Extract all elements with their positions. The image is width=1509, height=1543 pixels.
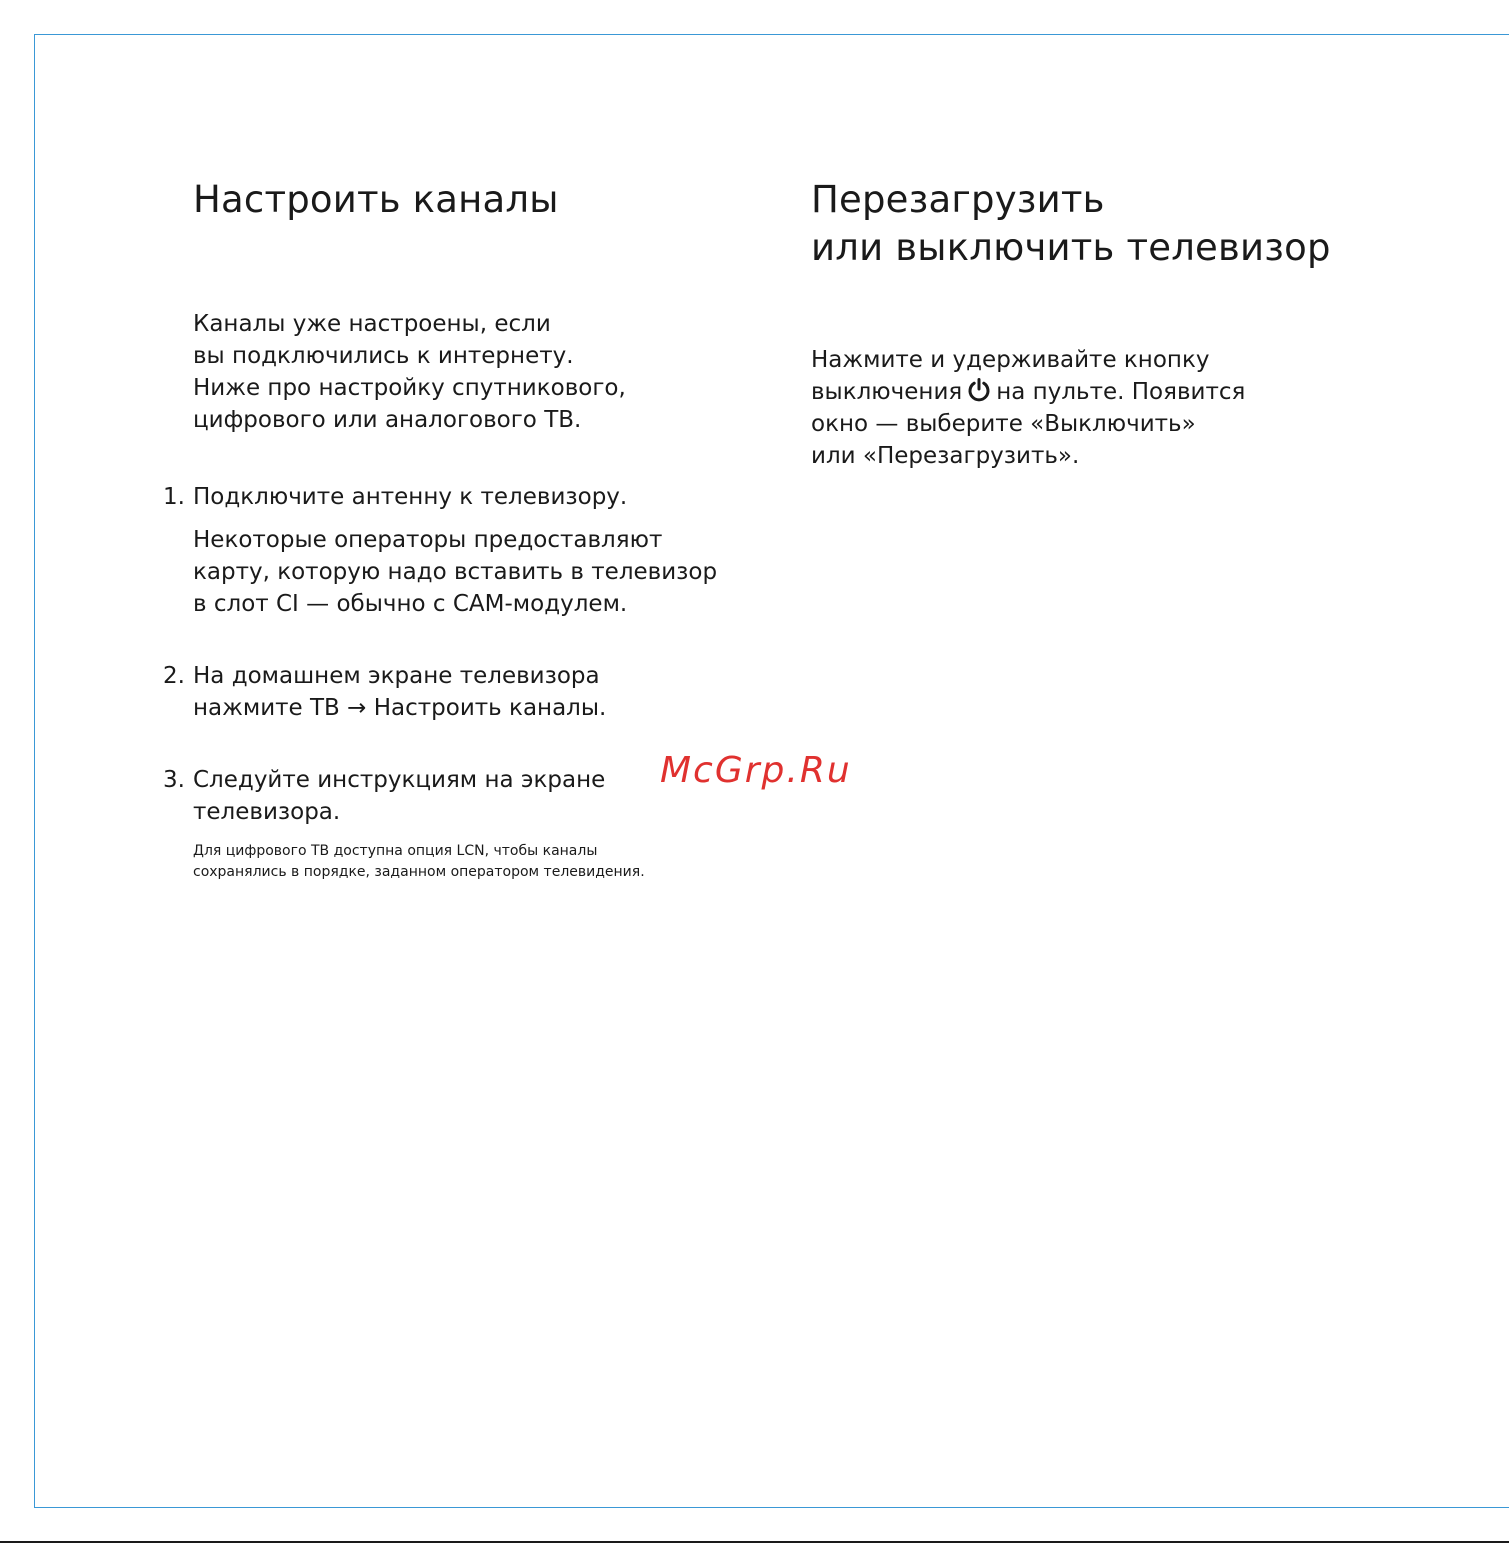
intro-line: Каналы уже настроены, если: [193, 311, 551, 337]
instruction-text: выключения: [811, 379, 963, 405]
intro-line: вы подключились к интернету.: [193, 343, 574, 369]
detail-line: карту, которую надо вставить в телевизор: [193, 559, 718, 585]
step-text: нажмите ТВ → Настроить каналы.: [193, 695, 607, 721]
note-line: Для цифрового ТВ доступна опция LCN, чтобы каналы: [193, 843, 598, 859]
detail-line: Некоторые операторы предоставляют: [193, 527, 663, 553]
step-text: На домашнем экране телевизора: [193, 663, 600, 689]
instruction-line: окно — выберите «Выключить»: [811, 411, 1196, 437]
step-1: [163, 481, 753, 620]
channels-title: Настроить каналы: [193, 178, 559, 221]
watermark-logo: McGrp.Ru: [660, 750, 852, 791]
channels-intro: [193, 308, 753, 436]
instruction-line: или «Перезагрузить».: [811, 443, 1080, 469]
intro-line: Ниже про настройку спутникового,: [193, 375, 626, 401]
step-2: [163, 660, 753, 724]
power-title: [811, 176, 1371, 272]
steps-list: [163, 481, 753, 883]
note-line: сохранялись в порядке, заданном оператором телевидения.: [193, 864, 645, 880]
instruction-line: [811, 376, 1371, 408]
step-text: телевизора.: [193, 799, 341, 825]
step-number: 2.: [163, 663, 185, 689]
step-1-detail: [193, 524, 753, 620]
detail-line: в слот CI — обычно с CAM-модулем.: [193, 591, 628, 617]
step-text: Подключите антенну к телевизору.: [193, 484, 628, 510]
power-title-line: или выключить телевизор: [811, 226, 1331, 269]
step-number: 1.: [163, 484, 185, 510]
step-number: 3.: [163, 767, 185, 793]
power-title-line: Перезагрузить: [811, 178, 1105, 221]
step-text: Следуйте инструкциям на экране: [193, 767, 606, 793]
instruction-line: Нажмите и удерживайте кнопку: [811, 347, 1210, 373]
lcn-note: [193, 841, 753, 883]
instruction-text: на пульте. Появится: [996, 379, 1246, 405]
intro-line: цифрового или аналогового ТВ.: [193, 407, 582, 433]
power-section: [811, 176, 1371, 472]
power-instructions: [811, 344, 1371, 472]
power-icon: [966, 377, 992, 403]
